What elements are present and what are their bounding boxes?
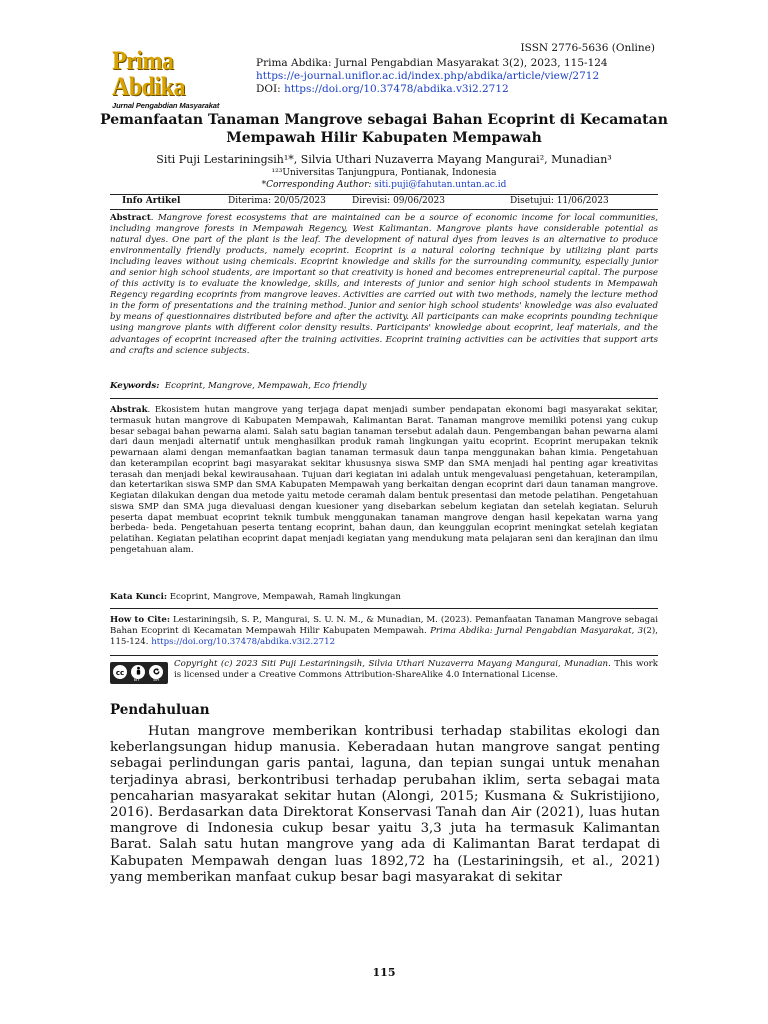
cite-journal: Prima Abdika: Jurnal Pengabdian Masyarakat, 3: [430, 626, 644, 636]
sharealike-icon: [149, 665, 163, 679]
article-info-strip: [110, 194, 658, 210]
cc-license-badge[interactable]: [110, 662, 168, 684]
logo-subtitle: Jurnal Pengabdian Masyarakat: [112, 101, 220, 110]
corresponding-email-link[interactable]: siti.puji@fahutan.untan.ac.id: [374, 180, 507, 190]
article-url-link[interactable]: https://e-journal.uniflor.ac.id/index.php/abdika/article/view/2712: [256, 70, 600, 82]
doi-label: DOI:: [256, 83, 285, 95]
info-label: Info Artikel: [122, 196, 181, 206]
divider: [110, 608, 658, 609]
sa-label: SA: [153, 678, 160, 683]
body-paragraph: [110, 724, 660, 886]
cite-doi-link[interactable]: https://doi.org/10.37478/abdika.v3i2.2712: [151, 637, 336, 647]
abstrak-label: Abstrak: [110, 405, 148, 415]
divider: [110, 398, 658, 399]
logo-title: Prima Abdika: [112, 46, 186, 101]
license-statement: This work is licensed under a Creative Commons Attribution-ShareAlike 4.0 International License.: [174, 659, 658, 680]
affiliation: ¹²³Universitas Tanjungpura, Pontianak, Indonesia: [271, 168, 497, 178]
affiliation-block: [100, 167, 668, 191]
doi-link[interactable]: https://doi.org/10.37478/abdika.v3i2.2712: [284, 83, 509, 95]
page-number: 115: [372, 966, 396, 979]
article-title: Pemanfaatan Tanaman Mangrove sebagai Bahan Ecoprint di Kecamatan Mempawah Hilir Kabupaten Mempawah: [100, 112, 668, 146]
section-heading: Pendahuluan: [110, 702, 210, 718]
corresponding-label: *Corresponding Author:: [261, 180, 375, 190]
keywords-text: Ecoprint, Mangrove, Mempawah, Eco friendly: [164, 381, 367, 391]
keywords-indonesian: [110, 592, 658, 602]
cite-label: How to Cite:: [110, 615, 171, 625]
abstract-text: Mangrove forest ecosystems that are maintained can be a source of economic income for local communities, including mangrove forests in Mempawah Regency, West Kalimantan. Mangrove plants have considerable potential as natural dyes. One part of the plant is the leaf. The development of natural dyes from leaves is an alternative to produce environmentally friendly products, namely ecoprint. Ecoprint is a natural coloring technique by utilizing plant parts including leaves without using chemicals. Ecoprint knowledge and skills for the surrounding community, especially junior and senior high school students, are important so that creativity is honed and becomes entrepreneurial capital. The purpose of this activity is to evaluate the knowledge, skills, and interests of junior and senior high school students in Mempawah Regency regarding ecoprints from mangrove leaves. Activities are carried out with two methods, namely the lecture method in the form of presentations and the training method. Junior and senior high school students' knowledge was also evaluated by means of questionnaires distributed before and after the activity. All participants can make ecoprints pounding technique using mangrove plants with different color density results. Participants' knowledge about ecoprint, leaf materials, and the advantages of ecoprint increased after the training activities. Ecoprint training activities can be activities that support arts and crafts and science subjects.: [110, 213, 659, 356]
paragraph-text: Hutan mangrove memberikan kontribusi terhadap stabilitas ekologi dan keberlangsungan hidup manusia. Keberadaan hutan mangrove sangat penting sebagai perlindungan garis pantai, laguna, dan tepian sungai untuk menahan terjadinya abrasi, berkontribusi terhadap perubahan iklim, serta sebagai mata pencaharian masyarakat sekitar hutan (Alongi, 2015; Kusmana & Sukristijiono, 2016). Berdasarkan data Direktorat Konservasi Tanah dan Air (2021), luas hutan mangrove di Indonesia cukup besar yaitu 3,3 juta ha termasuk Kalimantan Barat. Salah satu hutan mangrove yang ada di Kalimantan Barat terdapat di Kabupaten Mempawah dengan luas 1892,72 ha (Lestariningsih, et al., 2021) yang memberikan manfaat cukup besar bagi masyarakat di sekitar: [110, 724, 660, 885]
by-label: BY: [134, 678, 140, 683]
kata-kunci-text: Ecoprint, Mangrove, Mempawah, Ramah lingkungan: [169, 592, 401, 602]
issn: ISSN 2776-5636 (Online): [520, 42, 655, 54]
divider: [110, 655, 658, 656]
journal-citation-line: Prima Abdika: Jurnal Pengabdian Masyarakat 3(2), 2023, 115-124: [256, 57, 608, 69]
revised-date: Direvisi: 09/06/2023: [352, 196, 445, 206]
author-list: Siti Puji Lestariningsih¹*, Silvia Uthari Nuzaverra Mayang Mangurai², Munadian³: [156, 153, 612, 166]
copyright-line: Copyright (c) 2023 Siti Puji Lestariningsih, Silvia Uthari Nuzaverra Mayang Mangurai, Munadian.: [174, 659, 611, 669]
accepted-date: Disetujui: 11/06/2023: [510, 196, 609, 206]
license-text: [174, 659, 658, 680]
abstract-english: Abstract. Mangrove forest ecosystems that are maintained can be a source of economic income for local communities, including mangrove forests in Mempawah Regency, West Kalimantan. Mangrove plants have considerable potential as natural dyes. One part of the plant is the leaf. The development of natural dyes from leaves is an alternative to produce environmentally friendly products, namely ecoprint. Ecoprint is a natural coloring technique by utilizing plant parts including leaves without using chemicals. Ecoprint knowledge and skills for the surrounding community, especially junior and senior high school students, are important so that creativity is honed and becomes entrepreneurial capital. The purpose of this activity is to evaluate the knowledge, skills, and interests of junior and senior high school students in Mempawah Regency regarding ecoprints from mangrove leaves. Activities are carried out with two methods, namely the lecture method in the form of presentations and the training method. Junior and senior high school students' knowledge was also evaluated by means of questionnaires distributed before and after the activity. All participants can make ecoprints pounding technique using mangrove plants with different color density results. Participants' knowledge about ecoprint, leaf materials, and the advantages of ecoprint increased after the training activities. Ecoprint training activities can be activities that support arts and crafts and science subjects.: [110, 213, 659, 356]
attribution-icon: [131, 665, 145, 679]
received-date: Diterima: 20/05/2023: [228, 196, 326, 206]
journal-info: [256, 57, 608, 96]
journal-logo: [112, 48, 252, 110]
cite-text: Lestariningsih, S. P., Mangurai, S. U. N. M., & Munadian, M. (2023). Pemanfaatan Tanaman Mangrove sebagai Bahan Ecoprint di Kecamatan Mempawah Hilir Kabupaten Mempawah.: [110, 615, 659, 636]
keywords-english: [110, 381, 658, 391]
keywords-label: Keywords:: [110, 381, 160, 391]
cite-issue: (2), 115-124.: [110, 626, 658, 647]
kata-kunci-label: Kata Kunci:: [110, 592, 168, 602]
cc-icon: cc: [113, 665, 127, 679]
abstract-indonesian: Abstrak. Ekosistem hutan mangrove yang terjaga dapat menjadi sumber pendapatan ekonomi bagi masyarakat sekitar, termasuk hutan mangrove di Kabupaten Mempawah, Kalimantan Barat. Tanaman mangrove memiliki potensi yang cukup besar sebagai bahan pewarna alami. Salah satu bagian tanaman tersebut adalah daun. Pengembangan bahan pewarna alami dari daun menjadi alternatif untuk menghasilkan produk ramah lingkungan yaitu ecoprint. Ecoprint merupakan teknik pewarnaan alami dengan memanfaatkan bagian tanaman termasuk daun tanpa menggunakan bahan kimia. Pengetahuan dan keterampilan ecoprint bagi masyarakat sekitar khususnya siswa SMP dan SMA menjadi hal penting agar kreativitas terasah dan menjadi bekal kewirausahaan. Tujuan dari kegiatan ini adalah untuk mengevaluasi pengetahuan, keterampilan, dan ketertarikan siswa SMP dan SMA Kabupaten Mempawah yang berkaitan dengan ecoprint dari daun tanaman mangrove. Kegiatan dilakukan dengan dua metode yaitu metode ceramah dalam bentuk presentasi dan metode pelatihan. Pengetahuan siswa SMP dan SMA juga dievaluasi dengan kuesioner yang disebarkan sebelum kegiatan dan setelah kegiatan. Seluruh peserta dapat membuat ecoprint teknik tumbuk menggunakan tanaman mangrove dengan hasil kepekatan warna yang berbeda- beda. Pengetahuan peserta tentang ecoprint, bahan daun, dan keunggulan ecoprint meningkat setelah kegiatan pelatihan. Kegiatan pelatihan ecoprint dapat menjadi kegiatan yang mendukung mata pelajaran seni dan kerajinan dan ilmu pengetahuan alam.: [110, 405, 658, 555]
abstract-label: Abstract: [110, 213, 151, 223]
how-to-cite: [110, 615, 658, 648]
abstrak-text: Ekosistem hutan mangrove yang terjaga dapat menjadi sumber pendapatan ekonomi bagi masyarakat sekitar, termasuk hutan mangrove di Kabupaten Mempawah, Kalimantan Barat. Tanaman mangrove memiliki potensi yang cukup besar sebagai bahan pewarna alami. Salah satu bagian tanaman tersebut adalah daun. Pengembangan bahan pewarna alami dari daun menjadi alternatif untuk menghasilkan produk ramah lingkungan yaitu ecoprint. Ecoprint merupakan teknik pewarnaan alami dengan memanfaatkan bagian tanaman termasuk daun tanpa menggunakan bahan kimia. Pengetahuan dan keterampilan ecoprint bagi masyarakat sekitar khususnya siswa SMP dan SMA menjadi hal penting agar kreativitas terasah dan menjadi bekal kewirausahaan. Tujuan dari kegiatan ini adalah untuk mengevaluasi pengetahuan, keterampilan, dan ketertarikan siswa SMP dan SMA Kabupaten Mempawah yang berkaitan dengan ecoprint dari daun tanaman mangrove. Kegiatan dilakukan dengan dua metode yaitu metode ceramah dalam bentuk presentasi dan metode pelatihan. Pengetahuan siswa SMP dan SMA juga dievaluasi dengan kuesioner yang disebarkan sebelum kegiatan dan setelah kegiatan. Seluruh peserta dapat membuat ecoprint teknik tumbuk menggunakan tanaman mangrove dengan hasil kepekatan warna yang berbeda- beda. Pengetahuan peserta tentang ecoprint, bahan daun, dan keunggulan ecoprint meningkat setelah kegiatan pelatihan. Kegiatan pelatihan ecoprint dapat menjadi kegiatan yang mendukung mata pelajaran seni dan kerajinan dan ilmu pengetahuan alam.: [110, 405, 658, 555]
